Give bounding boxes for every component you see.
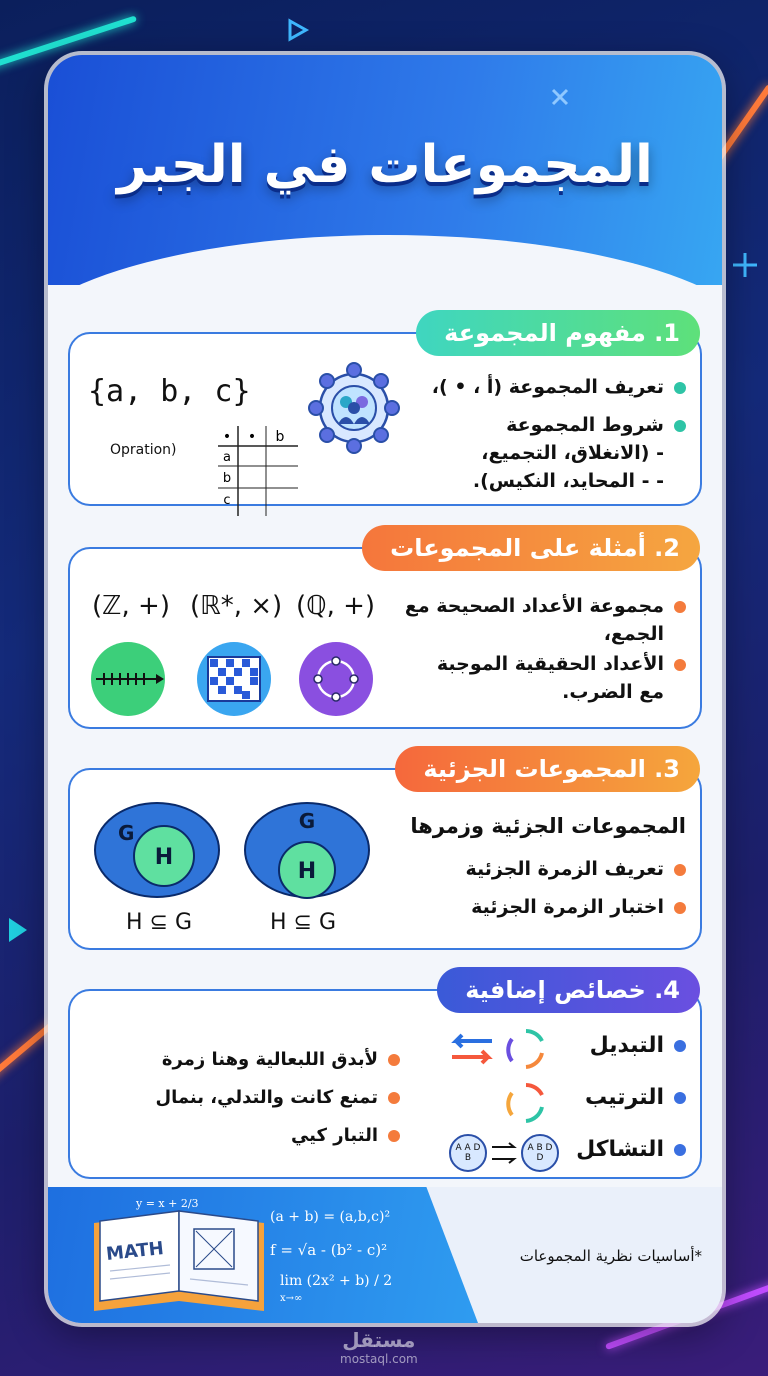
venn-diagram-centered [92,800,222,900]
book-label: MATH [105,1238,165,1265]
table-header-cell: b [275,429,285,445]
bullet-dot [674,1144,686,1156]
example-label: (ℚ, +) [296,591,376,621]
section-extra-properties [68,976,702,1179]
plus-icon [730,250,760,280]
cycle-icon [298,641,374,717]
table-header-cell: • [222,429,232,445]
section-heading: 4. خصائص إضافية [437,967,700,1013]
bullet-text: تعريف المجموعة (أ ، • )، [431,376,664,398]
bullet-dot [388,1092,400,1104]
bullet-item [506,414,686,436]
bullet-text: اختبار الزمرة الجزئية [471,896,664,918]
formula: x→∞ [280,1293,303,1304]
grid-icon [196,641,272,717]
example-label: (ℤ, +) [92,591,170,621]
section-group-examples [68,534,702,729]
mini-label: A A D B [455,1143,481,1163]
property-item [590,1033,686,1058]
bullet-item [465,858,686,880]
page-title: المجموعات في الجبر [117,135,653,195]
section-subgroups [68,755,702,950]
bullet-item [432,376,686,398]
section-heading: 2. أمثلة على المجموعات [362,525,700,571]
bullet-item [155,1087,400,1108]
property-label: التشاكل [576,1137,664,1162]
operation-label: Opration) [110,442,177,458]
section-heading: 3. المجموعات الجزئية [395,746,700,792]
operation-table [218,426,298,518]
section-heading: 1. مفهوم المجموعة [416,310,700,356]
bullet-text: مجموعة الأعداد الصحيحة مع [404,595,664,617]
table-row-label: b [222,471,232,486]
bullet-dot [674,864,686,876]
bullet-text: الأعداد الحقيقية الموجبة [436,653,664,675]
table-header-cell: • [247,429,257,445]
bullet-text: لأبدق اللبعالية وهنا زمرة [161,1049,378,1070]
bullet-dot [674,659,686,671]
bullet-continuation: مع الضرب. [562,681,664,703]
triangle-icon [286,18,310,42]
property-item [576,1137,686,1162]
bullet-dot [674,1040,686,1052]
infographic-card [48,55,722,1323]
cycle-arrows-icon [502,1079,550,1127]
sub-line: - (الانغلاق، التجميع، [481,442,664,464]
x-mark-icon [548,85,588,125]
venn-diagram-offset [242,800,372,900]
formula: f = √a - (b² - c)² [270,1241,388,1259]
bullet-dot [388,1054,400,1066]
venn-caption: H ⊆ G [126,910,193,935]
venn-outer-label: G [298,809,316,833]
section-subtitle: المجموعات الجزئية وزمرها [410,814,686,838]
property-label: التبديل [589,1033,664,1058]
section-group-concept [68,319,702,508]
bullet-text: شروط المجموعة [506,414,664,436]
number-line-icon [90,641,166,717]
property-item [585,1085,686,1110]
watermark-url: mostaql.com [340,1352,418,1366]
property-label: الترتيب [585,1085,664,1110]
bullet-item [471,896,686,918]
triangle-icon [6,915,30,945]
sub-line: - - المحايد، النكيس). [472,470,664,492]
bullet-dot [674,382,686,394]
venn-inner-label: H [154,845,174,870]
bullet-dot [674,1092,686,1104]
mini-label: A B D D [527,1143,553,1163]
venn-inner-label: H [297,859,317,884]
watermark-arabic: مستقل [342,1328,416,1352]
cycle-arrows-icon [502,1025,550,1073]
footer-credit: *أساسيات نظرية المجموعات [519,1247,702,1265]
table-row-label: a [223,450,231,465]
bullet-item [162,1049,400,1070]
formula: y = x + 2/3 [136,1197,199,1210]
bullet-dot [674,902,686,914]
venn-outer-label: G [118,821,135,845]
formula: lim (2x² + b) / 2 [280,1273,393,1289]
bullet-dot [388,1130,400,1142]
bullet-text: التبار كيي [290,1125,378,1146]
bullet-item [291,1125,400,1146]
bullet-item [437,653,686,675]
swap-arrows-icon [448,1031,496,1067]
set-notation: {a, b, c} [88,374,251,409]
example-label: (ℝ*, ×) [190,591,283,621]
bullet-item [405,595,686,617]
footer-banner [48,1187,722,1323]
bullet-text: تمنع كانت والتدلي، بنمال [155,1087,378,1108]
bullet-text: تعريف الزمرة الجزئية [465,858,664,880]
bullet-dot [674,420,686,432]
bullet-continuation: الجمع، [603,623,664,645]
table-row-label: c [223,493,231,508]
formula: (a + b) = (a,b,c)² [270,1209,391,1225]
group-network-icon [308,362,400,454]
venn-caption: H ⊆ G [270,910,337,935]
watermark [340,1328,418,1366]
bullet-dot [674,601,686,613]
